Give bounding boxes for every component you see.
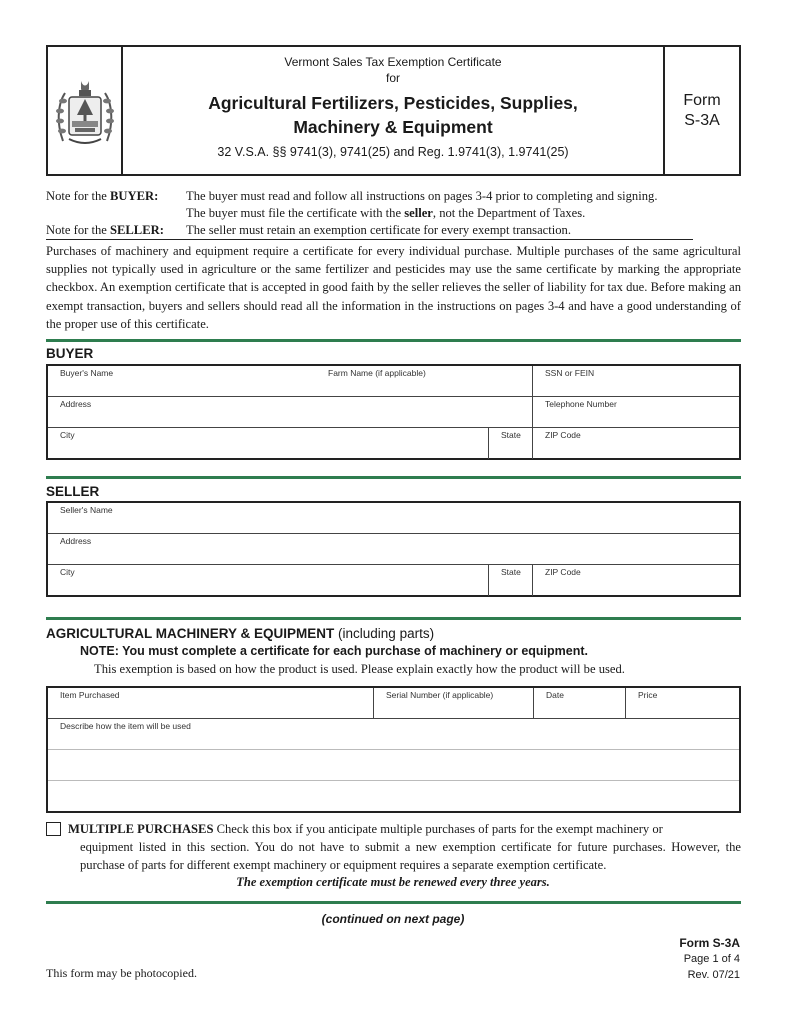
renewal-notice: The exemption certificate must be renewed every three years. <box>236 875 550 889</box>
intro-paragraph: Purchases of machinery and equipment require a certificate for every individual purchase. Multiple purchases of the same agricultural supplies not typically used in agriculture or the same fertilizer and pesticides may use the same certificate by marking the appropriate checkbox. An exemption certificate that is accepted in good faith by the seller relieves the seller of liability for tax due. Before making an exempt transaction, buyers and sellers should read all the information in the instructions on pages 3-4 and have a good understanding of the proper use of this certificate. <box>46 244 741 331</box>
seller-zip-field[interactable] <box>532 565 739 596</box>
serial-number-label: Serial Number (if applicable) <box>386 690 494 700</box>
usage-description-label: Describe how the item will be used <box>60 721 191 731</box>
date-label: Date <box>546 690 564 700</box>
seller-note-text: The seller must retain an exemption certificate for every exempt transaction. <box>186 223 571 237</box>
seller-address-field[interactable] <box>48 534 739 564</box>
machinery-title: AGRICULTURAL MACHINERY & EQUIPMENT <box>46 626 335 641</box>
form-number-cell <box>665 47 739 174</box>
ssn-field[interactable] <box>532 366 739 396</box>
seller-name-label: Seller's Name <box>60 505 113 515</box>
buyer-address-field[interactable] <box>48 397 532 427</box>
vermont-seal-icon <box>55 75 115 147</box>
buyer-address-label: Address <box>60 399 92 409</box>
buyer-table <box>46 364 741 460</box>
photocopy-note: This form may be photocopied. <box>46 966 197 980</box>
usage-description-line[interactable] <box>48 750 739 781</box>
price-label: Price <box>638 690 658 700</box>
seller-address-label: Address <box>60 536 92 546</box>
section-rule <box>46 339 741 342</box>
phone-label: Telephone Number <box>545 399 617 409</box>
notes <box>46 188 746 239</box>
section-rule <box>46 476 741 479</box>
seller-note-label: Note for the SELLER: <box>46 223 164 237</box>
seller-name-field[interactable] <box>48 503 739 533</box>
form-title-line2: Machinery & Equipment <box>293 117 493 137</box>
buyer-zip-field[interactable] <box>532 428 739 459</box>
seller-city-label: City <box>60 567 75 577</box>
certificate-name: Vermont Sales Tax Exemption Certificate <box>284 55 502 69</box>
buyer-state-label: State <box>501 430 521 440</box>
section-rule <box>46 617 741 620</box>
machinery-title-suffix: (including parts) <box>338 626 435 641</box>
form-label: Form <box>683 92 721 109</box>
ssn-label: SSN or FEIN <box>545 368 595 378</box>
buyer-zip-label: ZIP Code <box>545 430 581 440</box>
usage-description-field[interactable] <box>48 719 739 749</box>
form-header <box>46 45 741 176</box>
buyer-section-title: BUYER <box>46 346 94 361</box>
footer-page-number: Page 1 of 4 <box>683 953 740 965</box>
seller-city-field[interactable] <box>48 565 488 596</box>
buyer-state-field[interactable] <box>488 428 532 459</box>
phone-field[interactable] <box>532 397 739 427</box>
statute-reference: 32 V.S.A. §§ 9741(3), 9741(25) and Reg. 1.9741(3), 1.9741(25) <box>217 145 569 159</box>
buyer-note-text-1: The buyer must read and follow all instructions on pages 3-4 prior to completing and signing. <box>186 189 658 203</box>
serial-number-field[interactable] <box>373 688 533 718</box>
seal-cell <box>48 47 123 174</box>
seller-state-field[interactable] <box>488 565 532 596</box>
buyer-city-field[interactable] <box>48 428 488 459</box>
seller-zip-label: ZIP Code <box>545 567 581 577</box>
buyer-name-label: Buyer's Name <box>60 368 114 378</box>
buyer-note-text-2: The buyer must file the certificate with the seller, not the Department of Taxes. <box>186 206 586 220</box>
buyer-note-label: Note for the BUYER: <box>46 189 159 203</box>
buyer-name-field[interactable] <box>48 366 328 396</box>
machinery-subnote: This exemption is based on how the product is used. Please explain exactly how the product will be used. <box>94 662 625 676</box>
seller-section-title: SELLER <box>46 484 100 499</box>
note-divider <box>46 239 693 240</box>
footer-form-number: Form S-3A <box>679 936 740 950</box>
multiple-purchases-text-1: Check this box if you anticipate multiple purchases of parts for the exempt machinery or <box>216 822 663 836</box>
title-cell <box>123 47 665 174</box>
continued-note: (continued on next page) <box>321 912 465 926</box>
footer-form-info <box>679 935 740 983</box>
item-purchased-label: Item Purchased <box>60 690 120 700</box>
seller-table <box>46 501 741 597</box>
multiple-purchases-label: MULTIPLE PURCHASES <box>68 822 214 836</box>
date-field[interactable] <box>533 688 625 718</box>
usage-description-line[interactable] <box>48 781 739 812</box>
item-purchased-field[interactable] <box>48 688 373 718</box>
price-field[interactable] <box>625 688 739 718</box>
multiple-purchases-text-2: equipment listed in this section. You do not have to submit a new exemption certificate for future purchases. However, the purchase of parts for different exempt machinery or equipment requires a separate exemption certificate. <box>80 840 741 872</box>
machinery-table <box>46 686 741 813</box>
form-number: S-3A <box>684 112 720 129</box>
buyer-city-label: City <box>60 430 75 440</box>
farm-name-label: Farm Name (if applicable) <box>328 368 426 378</box>
machinery-section-title <box>46 626 434 641</box>
machinery-note: NOTE: You must complete a certificate for each purchase of machinery or equipment. <box>80 644 588 658</box>
footer-revision: Rev. 07/21 <box>687 969 740 981</box>
farm-name-field[interactable] <box>316 366 532 396</box>
for-word: for <box>385 71 400 85</box>
section-rule <box>46 901 741 904</box>
multiple-purchases-checkbox[interactable] <box>46 822 61 836</box>
multiple-purchases-text <box>68 820 741 874</box>
seller-state-label: State <box>501 567 521 577</box>
form-title-line1: Agricultural Fertilizers, Pesticides, Supplies, <box>208 93 578 113</box>
